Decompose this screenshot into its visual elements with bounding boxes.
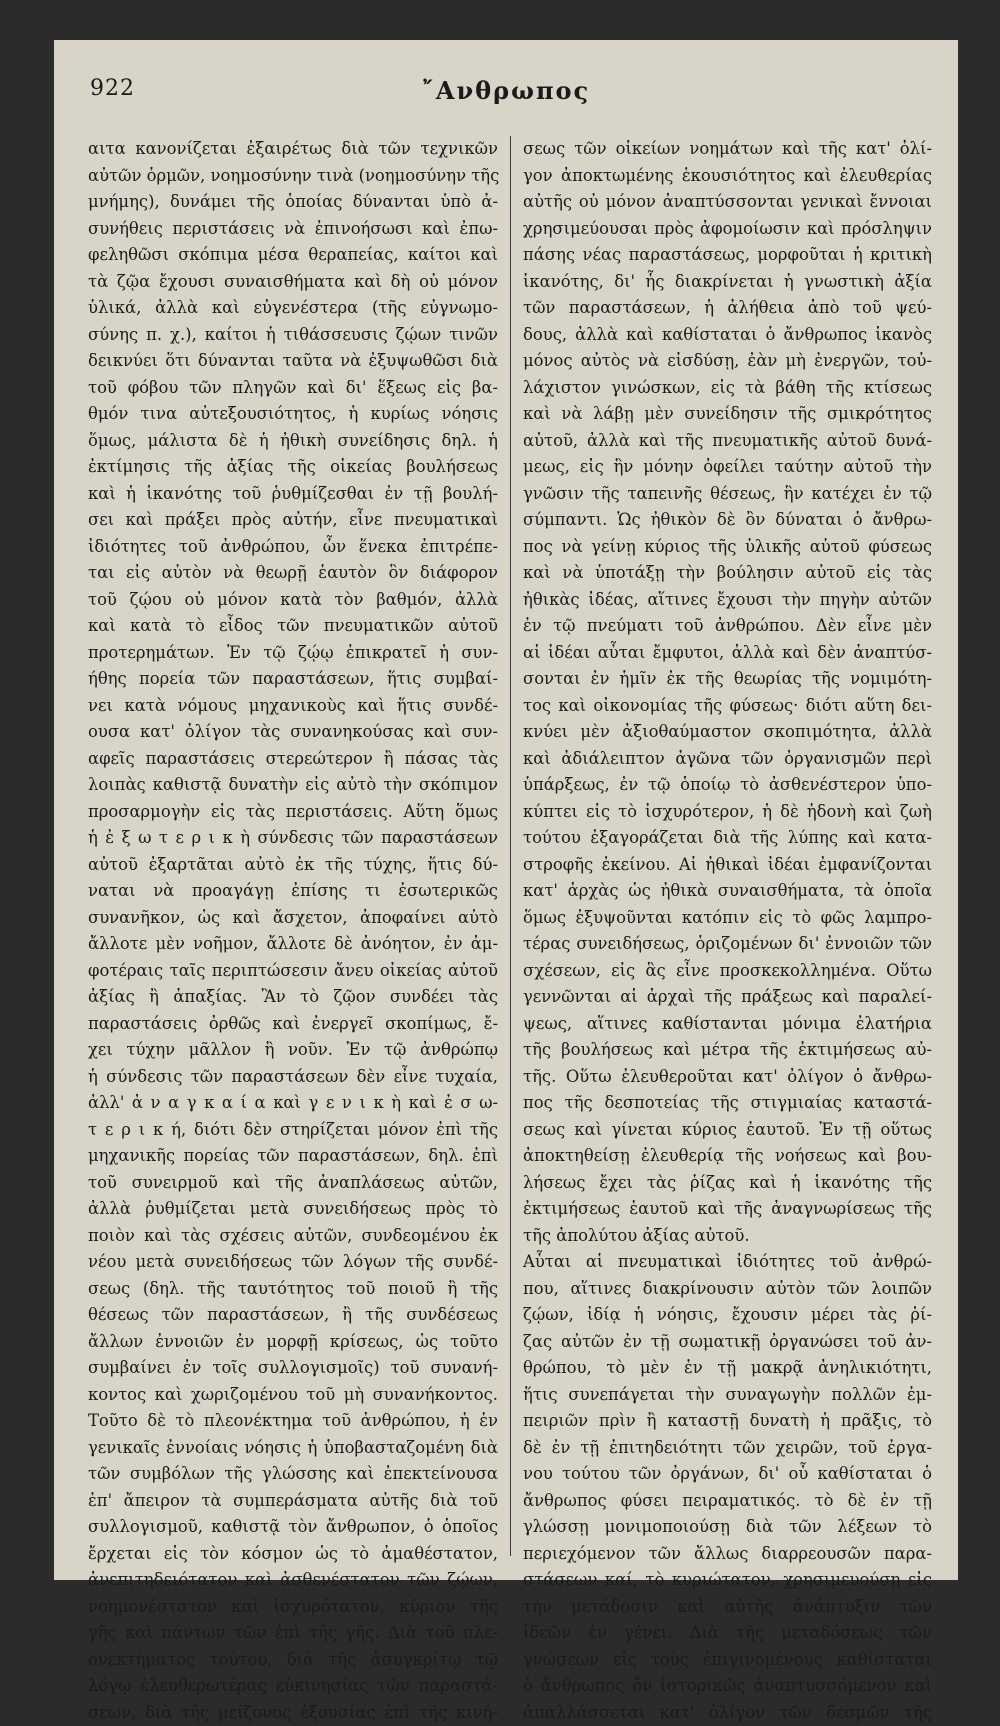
text-line: νει κατὰ νόμους μηχανικοὺς καὶ ἥτις συνδέ- (88, 693, 498, 720)
text-line: ὅμως, μάλιστα δὲ ἡ ἠθικὴ συνείδησις δηλ. ἡ (88, 428, 498, 455)
text-line: αφεῖς παραστάσεις στερεώτερον ἢ πάσας τὰς (88, 746, 498, 773)
text-line: γενικαῖς ἐννοίαις νόησις ἡ ὑποβασταζομένη διὰ (88, 1435, 498, 1462)
text-line: τούτου ἐξαγοράζεται διὰ τῆς λύπης καὶ κατα- (523, 825, 932, 852)
text-line: αἱ ἰδέαι αὗται ἔμφυτοι, ἀλλὰ καὶ δὲν ἀναπτύσ- (523, 640, 932, 667)
text-line: δὲ ἐν τῇ ἐπιτηδειότητι τῶν χειρῶν, τοῦ ἐργα- (523, 1435, 932, 1462)
text-line: σει καὶ πράξει πρὸς αὐτήν, εἶνε πνευματικαὶ (88, 507, 498, 534)
text-line: παραστάσεις ὀρθῶς καὶ ἐνεργεῖ σκοπίμως, ἔ- (88, 1011, 498, 1038)
text-line: θρώπου, τὸ μὲν ἐν τῇ μακρᾷ ἀνηλικιότητι, (523, 1355, 932, 1382)
text-line: ἱκανότης, δι' ἧς διακρίνεται ἡ γνωστικὴ ἀξία (523, 269, 932, 296)
text-line: ἀλλ' ἀ ν α γ κ α ί α καὶ γ ε ν ι κ ὴ καὶ ἐ σ ω- (88, 1090, 498, 1117)
text-line: προσαρμογὴν εἰς τὰς περιστάσεις. Αὕτη ὅμως (88, 799, 498, 826)
text-line: ἄλλων ἐννοιῶν ἐν μορφῇ κρίσεως, ὡς τοῦτο (88, 1329, 498, 1356)
text-line: τοῦ ζῴου οὐ μόνον κατὰ τὸν βαθμόν, ἀλλὰ (88, 587, 498, 614)
page-number: 922 (90, 76, 135, 101)
text-line: κύπτει εἰς τὸ ἰσχυρότερον, ἡ δὲ ἡδονὴ καὶ ζωὴ (523, 799, 932, 826)
text-line: ουσα κατ' ὀλίγον τὰς συνανηκούσας καὶ συν- (88, 719, 498, 746)
text-line: ὁ ἄνθρωπος ὄν ἱστορικῶς ἀναπτυσσόμενον καὶ (523, 1673, 932, 1700)
text-columns (88, 136, 932, 1556)
text-line: δεικνύει ὅτι δύνανται ταῦτα νὰ ἐξυψωθῶσι διὰ (88, 348, 498, 375)
text-line: ναται νὰ προαγάγῃ ἐπίσης τι ἐσωτερικῶς (88, 878, 498, 905)
text-line: στάσεων καί, τὸ κυριώτατον, χρησιμευούσῃ εἰς (523, 1567, 932, 1594)
text-line: φοτέραις ταῖς περιπτώσεσιν ἄνευ οἰκείας αὐτοῦ (88, 958, 498, 985)
text-line: ζῴων, ἰδίᾳ ἡ νόησις, ἔχουσιν μέρει τὰς ῥί- (523, 1302, 932, 1329)
text-line: ἐκτίμησις τῆς ἀξίας τῆς οἰκείας βουλήσεως (88, 454, 498, 481)
text-line: σύνης π. χ.), καίτοι ἡ τιθάσσευσις ζῴων τινῶν (88, 322, 498, 349)
text-line: σεων, διὰ τῆς μείζονος ἐξουσίας ἐπὶ τῆς κινή- (88, 1700, 498, 1726)
text-line: σχέσεων, εἰς ἃς εἶνε προσκεκολλημένα. Οὕτω (523, 958, 932, 985)
text-line: μόνος αὐτὸς νὰ εἰσδύσῃ, ἐὰν μὴ ἐνεργῶν, τοὐ- (523, 348, 932, 375)
text-line: μνήμης), δυνάμει τῆς ὁποίας δύνανται ὑπὸ ἀ- (88, 189, 498, 216)
text-line: ψεως, αἵτινες καθίστανται μόνιμα ἐλατήρια (523, 1011, 932, 1038)
text-line: κατ' ἀρχὰς ὡς ἠθικὰ συναισθήματα, τὰ ὁποῖα (523, 878, 932, 905)
text-line: συλλογισμοῦ, καθιστᾷ τὸν ἄνθρωπον, ὁ ὁποῖος (88, 1514, 498, 1541)
text-line: τῶν συμβόλων τῆς γλώσσης καὶ ἐπεκτείνουσα (88, 1461, 498, 1488)
text-line: δους, ἀλλὰ καὶ καθίσταται ὁ ἄνθρωπος ἱκανὸς (523, 322, 932, 349)
text-line: αὐτῶν ὁρμῶν, νοημοσύνην τινὰ (νοημοσύνην τῆς (88, 163, 498, 190)
text-line: ἐν τῷ πνεύματι τοῦ ἀνθρώπου. Δὲν εἶνε μὲν (523, 613, 932, 640)
text-line: ἡ σύνδεσις τῶν παραστάσεων δὲν εἶνε τυχαία, (88, 1064, 498, 1091)
text-line: γνῶσιν τῆς ταπεινῆς θέσεως, ἣν κατέχει ἐν τῷ (523, 481, 932, 508)
text-line: πος νὰ γείνῃ κύριος τῆς ὑλικῆς αὐτοῦ φύσεως (523, 534, 932, 561)
text-line: ἔρχεται εἰς τὸν κόσμον ὡς τὸ ἀμαθέστατον, (88, 1541, 498, 1568)
book-page (54, 40, 958, 1580)
text-line: θμόν τινα αὐτεξουσιότητος, ἡ κυρίως νόησις (88, 401, 498, 428)
text-line: ἀνεπιτηδειότατον καὶ ἀσθενέστατον τῶν ζῴων, (88, 1567, 498, 1594)
text-line: γνώσεων εἰς τοὺς ἐπιγινομένους καθίσταται (523, 1647, 932, 1674)
text-line: ἀλλὰ ῥυθμίζεται μετὰ συνειδήσεως πρὸς τὸ (88, 1196, 498, 1223)
text-line: σονται ἐν ἡμῖν ἐκ τῆς θεωρίας τῆς νομιμότη- (523, 666, 932, 693)
text-line: τος καὶ οἰκονομίας τῆς φύσεως· διότι αὕτη δει- (523, 693, 932, 720)
text-line: αὐτῆς οὐ μόνον ἀναπτύσσονται γενικαὶ ἔννοιαι (523, 189, 932, 216)
text-line: αὐτοῦ ἐξαρτᾶται αὐτὸ ἐκ τῆς τύχης, ἥτις δύ- (88, 852, 498, 879)
text-line: μεως, εἰς ἣν μόνην ὀφείλει ταύτην αὐτοῦ τὴν (523, 454, 932, 481)
text-line: λόγῳ ἐλευθερωτέρας εὐκινησίας τῶν παραστά- (88, 1673, 498, 1700)
text-line: ζας αὐτῶν ἐν τῇ σωματικῇ ὀργανώσει τοῦ ἀν- (523, 1329, 932, 1356)
text-line: μηχανικῆς πορείας τῶν παραστάσεων, δηλ. ἐπὶ (88, 1143, 498, 1170)
text-line: ποιὸν καὶ τὰς σχέσεις αὐτῶν, συνδεομένου ἐκ (88, 1223, 498, 1250)
text-line: ἄλλοτε μὲν νοῆμον, ἄλλοτε δὲ ἀνόητον, ἐν ἀμ- (88, 931, 498, 958)
text-line: συμβαίνει ἐν τοῖς συλλογισμοῖς) τοῦ συνανή- (88, 1355, 498, 1382)
text-line: ἀξίας ἢ ἀπαξίας. Ἂν τὸ ζῷον συνδέει τὰς (88, 984, 498, 1011)
text-line: στροφῆς ἐκείνου. Αἱ ἠθικαὶ ἰδέαι ἐμφανίζονται (523, 852, 932, 879)
text-line: σεως τῶν οἰκείων νοημάτων καὶ τῆς κατ' ὀλί- (523, 136, 932, 163)
text-line: τῶν παραστάσεων, ἡ ἀλήθεια ἀπὸ τοῦ ψεύ- (523, 295, 932, 322)
text-line: τ ε ρ ι κ ή, διότι δὲν στηρίζεται μόνον ἐπὶ τῆς (88, 1117, 498, 1144)
text-line: περιεχόμενον τῶν ἄλλως διαρρεουσῶν παρα- (523, 1541, 932, 1568)
text-line: νου τούτου τῶν ὀργάνων, δι' οὗ καθίσταται ὁ (523, 1461, 932, 1488)
text-line: λήσεως ἔχει τὰς ῥίζας καὶ ἡ ἱκανότης τῆς (523, 1170, 932, 1197)
text-line: γεννῶνται αἱ ἀρχαὶ τῆς πράξεως καὶ παραλεί- (523, 984, 932, 1011)
text-line: φεληθῶσι σκόπιμα μέσα θεραπείας, καίτοι καὶ (88, 242, 498, 269)
running-title: ῎Ανθρωπος (54, 76, 958, 105)
text-line: τέρας συνειδήσεως, ὁριζομένων δι' ἐννοιῶν τῶν (523, 931, 932, 958)
text-line: τοῦ φόβου τῶν πληγῶν καὶ δι' ἕξεως εἰς βα- (88, 375, 498, 402)
text-line: θέσεως τῶν παραστάσεων, ἢ τῆς συνδέσεως (88, 1302, 498, 1329)
text-line: ἀποκτηθείσῃ ἐλευθερίᾳ τῆς νοήσεως καὶ βου- (523, 1143, 932, 1170)
text-line: τῆς ἀπολύτου ἀξίας αὐτοῦ. (523, 1223, 932, 1250)
text-line: χει τύχην μᾶλλον ἢ νοῦν. Ἐν τῷ ἀνθρώπῳ (88, 1037, 498, 1064)
text-line: ὑπάρξεως, ἐν τῷ ὁποίῳ τὸ ἀσθενέστερον ὑπο- (523, 772, 932, 799)
text-line: ἐπ' ἄπειρον τὰ συμπεράσματα αὐτῆς διὰ τοῦ (88, 1488, 498, 1515)
text-line: τὴν μετάδοσιν καὶ αὐτῆς ἀνάπτυξιν τῶν (523, 1594, 932, 1621)
text-line: ἡ ἐ ξ ω τ ε ρ ι κ ὴ σύνδεσις τῶν παραστάσεων (88, 825, 498, 852)
text-line: γλώσσῃ μονιμοποιούσῃ διὰ τῶν λέξεων τὸ (523, 1514, 932, 1541)
text-line: πάσης νέας παραστάσεως, μορφοῦται ἡ κριτικὴ (523, 242, 932, 269)
text-line: πειριῶν πρὶν ἢ καταστῇ δυνατὴ ἡ πρᾶξις, τὸ (523, 1408, 932, 1435)
text-line: συνήθεις περιστάσεις νὰ ἐπινοήσωσι καὶ ἐπω- (88, 216, 498, 243)
text-line: προτερημάτων. Ἐν τῷ ζῴῳ ἐπικρατεῖ ἡ συν- (88, 640, 498, 667)
text-line: χρησιμεύουσαι πρὸς ἀφομοίωσιν καὶ πρόσληψιν (523, 216, 932, 243)
text-line: Τοῦτο δὲ τὸ πλεονέκτημα τοῦ ἀνθρώπου, ἡ ἐν (88, 1408, 498, 1435)
text-line: ται εἰς αὐτὸν νὰ θεωρῇ ἑαυτὸν ὃν διάφορον (88, 560, 498, 587)
text-line: συνανῆκον, ὡς καὶ ἄσχετον, ἀποφαίνει αὐτὸ (88, 905, 498, 932)
text-line: τὰ ζῷα ἔχουσι συναισθήματα καὶ δὴ οὐ μόνον (88, 269, 498, 296)
text-line: ἰδιότητες τοῦ ἀνθρώπου, ὧν ἕνεκα ἐπιτρέπε- (88, 534, 498, 561)
text-line: ήθης πορεία τῶν παραστάσεων, ἥτις συμβαί- (88, 666, 498, 693)
text-line: λάχιστον γινώσκων, εἰς τὰ βάθη τῆς κτίσεως (523, 375, 932, 402)
text-line: ὑλικά, ἀλλὰ καὶ εὐγενέστερα (τῆς εὐγνωμο- (88, 295, 498, 322)
text-line: ἠθικὰς ἰδέας, αἵτινες ἔχουσι τὴν πηγὴν αὐτῶν (523, 587, 932, 614)
text-line: νοημονέστατον καὶ ἰσχυρότατον, κύριον τῆς (88, 1594, 498, 1621)
text-line: αὐτοῦ, ἀλλὰ καὶ τῆς πνευματικῆς αὐτοῦ δυνά- (523, 428, 932, 455)
text-line: καὶ νὰ λάβῃ μὲν συνείδησιν τῆς σμικρότητος (523, 401, 932, 428)
text-line: γῆς καὶ πάντων τῶν ἐπὶ τῆς γῆς. Διὰ τοῦ πλε- (88, 1620, 498, 1647)
text-line: ἄνθρωπος φύσει πειραματικός. τὸ δὲ ἐν τῇ (523, 1488, 932, 1515)
right-column (510, 136, 932, 1556)
text-line: αιτα κανονίζεται ἐξαιρέτως διὰ τῶν τεχνικῶν (88, 136, 498, 163)
text-line: καὶ κατὰ τὸ εἶδος τῶν πνευματικῶν αὐτοῦ (88, 613, 498, 640)
text-line: σύμπαντι. Ὡς ἠθικὸν δὲ ὂν δύναται ὁ ἄνθρω- (523, 507, 932, 534)
text-line: ἰδεῶν ἐν γένει. Διὰ τῆς μεταδόσεως τῶν (523, 1620, 932, 1647)
text-line: κνύει μὲν ἀξιοθαύμαστον σκοπιμότητα, ἀλλὰ (523, 719, 932, 746)
text-line: κοντος καὶ χωριζομένου τοῦ μὴ συνανήκοντος. (88, 1382, 498, 1409)
text-line: ὅμως ἐξυψοῦνται κατόπιν εἰς τὸ φῶς λαμπρο- (523, 905, 932, 932)
text-line: ἀπαλλάσσεται κατ' ὀλίγον τῶν δεσμῶν τῆς (523, 1700, 932, 1726)
text-line: τῆς βουλήσεως καὶ μέτρα τῆς ἐκτιμήσεως αὐ- (523, 1037, 932, 1064)
text-line: σεως καὶ γίνεται κύριος ἑαυτοῦ. Ἐν τῇ οὕτως (523, 1117, 932, 1144)
text-line: τοῦ συνειρμοῦ καὶ τῆς ἀναπλάσεως αὐτῶν, (88, 1170, 498, 1197)
text-line: καὶ ἡ ἱκανότης τοῦ ῥυθμίζεσθαι ἐν τῇ βουλή- (88, 481, 498, 508)
text-line: σεως (δηλ. τῆς ταυτότητος τοῦ ποιοῦ ἢ τῆς (88, 1276, 498, 1303)
text-line: καὶ νὰ ὑποτάξῃ τὴν βούλησιν αὐτοῦ εἰς τὰς (523, 560, 932, 587)
text-line: τῆς. Οὕτω ἐλευθεροῦται κατ' ὀλίγον ὁ ἄνθρω- (523, 1064, 932, 1091)
page-header (54, 40, 958, 120)
text-line: που, αἵτινες διακρίνουσιν αὐτὸν τῶν λοιπῶν (523, 1276, 932, 1303)
text-line: ἥτις συνεπάγεται τὴν συναγωγὴν πολλῶν ἐμ- (523, 1382, 932, 1409)
text-line: γον ἀποκτωμένης ἑκουσιότητος καὶ ἐλευθερίας (523, 163, 932, 190)
text-line: νέου μετὰ συνειδήσεως τῶν λόγων τῆς συνδέ- (88, 1249, 498, 1276)
text-line: καὶ ἀδιάλειπτον ἀγῶνα τῶν ὀργανισμῶν περὶ (523, 746, 932, 773)
text-line: Αὗται αἱ πνευματικαὶ ἰδιότητες τοῦ ἀνθρώ- (523, 1249, 932, 1276)
text-line: ἐκτιμήσεως ἑαυτοῦ καὶ τῆς ἀναγνωρίσεως τῆς (523, 1196, 932, 1223)
left-column (88, 136, 510, 1556)
text-line: ονεκτήματος τούτου, διὰ τῆς ἀσυγκρίτῳ τῷ (88, 1647, 498, 1674)
text-line: λοιπὰς καθιστᾷ δυνατὴν εἰς αὐτὸ τὴν σκόπιμον (88, 772, 498, 799)
text-line: πος τῆς δεσποτείας τῆς στιγμιαίας καταστά- (523, 1090, 932, 1117)
